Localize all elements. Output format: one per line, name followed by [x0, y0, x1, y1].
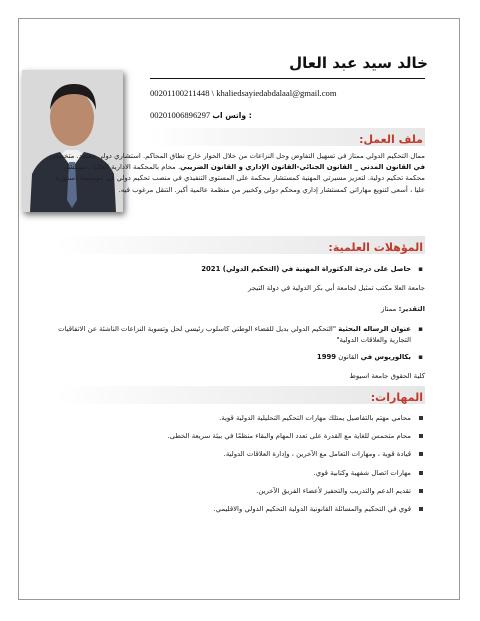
profile-paragraph: ممال التحكيم الدولي ممتاز في تسهيل التفاوض وحل النزاعات من خلال الحوار خارج نطاق المحاكم. استشاري دولي معتمد. متخصص في القانون المدني _ القانون الجنائي-القانون الإداري و القانون الضريبي. محام بالمحكمة الادارية العاليا ، مستشار محكمة تحكيم دولية. لتعزيز مسيرتي المهنية كمستشار محكمة على المستوى التنفيذي في منصب تحكيم دولي في مؤسسة دستورية عليا ، أسعى لتنويع مهاراتي كمستشار إداري ومحكم دولي وكخبير من منظمة عالمية أكبر. التنقل مرغوب فيه. [49, 152, 425, 194]
bullet-icon: ▪ [418, 353, 423, 361]
qualification-grade: التقدير: ممتاز [381, 305, 425, 313]
qualification-item: ▪ بكالوريوس في القانون 1999 [316, 353, 423, 361]
bullet-icon [419, 452, 423, 456]
skill-item: قوي في التحكيم والمسائلة القانونية الدولية التحكيم الدولي والاقليمي. [45, 504, 425, 515]
skills-section-heading: المهارات: [55, 386, 425, 404]
bullet-icon [419, 471, 423, 475]
qualifications-section-heading: المؤهلات العلمية: [55, 236, 425, 254]
skill-item: قيادة قوية ، ومهارات التعامل مع الآخرين ، وإدارة العلاقات الدولية. [45, 449, 425, 460]
qualification-item: ▪ حاصل على درجة الدكتوراة المهنية في (التحكيم الدولي) 2021 [201, 265, 423, 273]
skill-item: محامي مهتم بالتفاصيل يمتلك مهارات التحكيم التحليلية الدولية قوية. [45, 413, 425, 424]
skill-item: محام متحمس للغاية مع القدرة على تعدد المهام والبقاء منظمًا في بيئة سريعة الخطى. [45, 431, 425, 442]
bullet-icon [419, 507, 423, 511]
qualifications-list [45, 264, 425, 382]
bullet-icon [419, 416, 423, 420]
qualification-item: ▪ عنوان الرساله البحثية "التحكيم الدولي بديل للقضاء الوطني كاسلوب رئيسي لحل وتسوية النزاعات الناشئة عن الاتفاقيات التجارية والعلاقات الدولية" [58, 325, 423, 344]
name-divider [150, 78, 425, 79]
profile-section-heading: ملف العمل: [150, 128, 425, 146]
candidate-name: خالد سيد عبد العال [289, 54, 428, 72]
bullet-icon [419, 434, 423, 438]
qualification-college: كلية الحقوق جامعة اسيوط [349, 372, 425, 380]
phone-email-line: 00201100211448 \ khaliedsayiedabdalaal@gmail.com [150, 88, 337, 98]
bullet-icon: ▪ [418, 325, 423, 333]
bullet-icon [419, 489, 423, 493]
skill-item: مهارات اتصال شفهية وكتابية قوي. [45, 468, 425, 479]
skill-item: تقديم الدعم والتدريب والتحفيز لأعضاء الفريق الآخرين. [45, 486, 425, 497]
bullet-icon: ▪ [418, 265, 423, 273]
whatsapp-line [150, 110, 252, 120]
whatsapp-label: واتس اب : [212, 111, 252, 120]
whatsapp-number: 00201006896297 [150, 110, 211, 120]
skills-list [45, 413, 425, 522]
qualification-university: جامعة العلا مكتب تمثيل لجامعة أبي بكر الدولية في دولة التيجر [248, 284, 425, 292]
